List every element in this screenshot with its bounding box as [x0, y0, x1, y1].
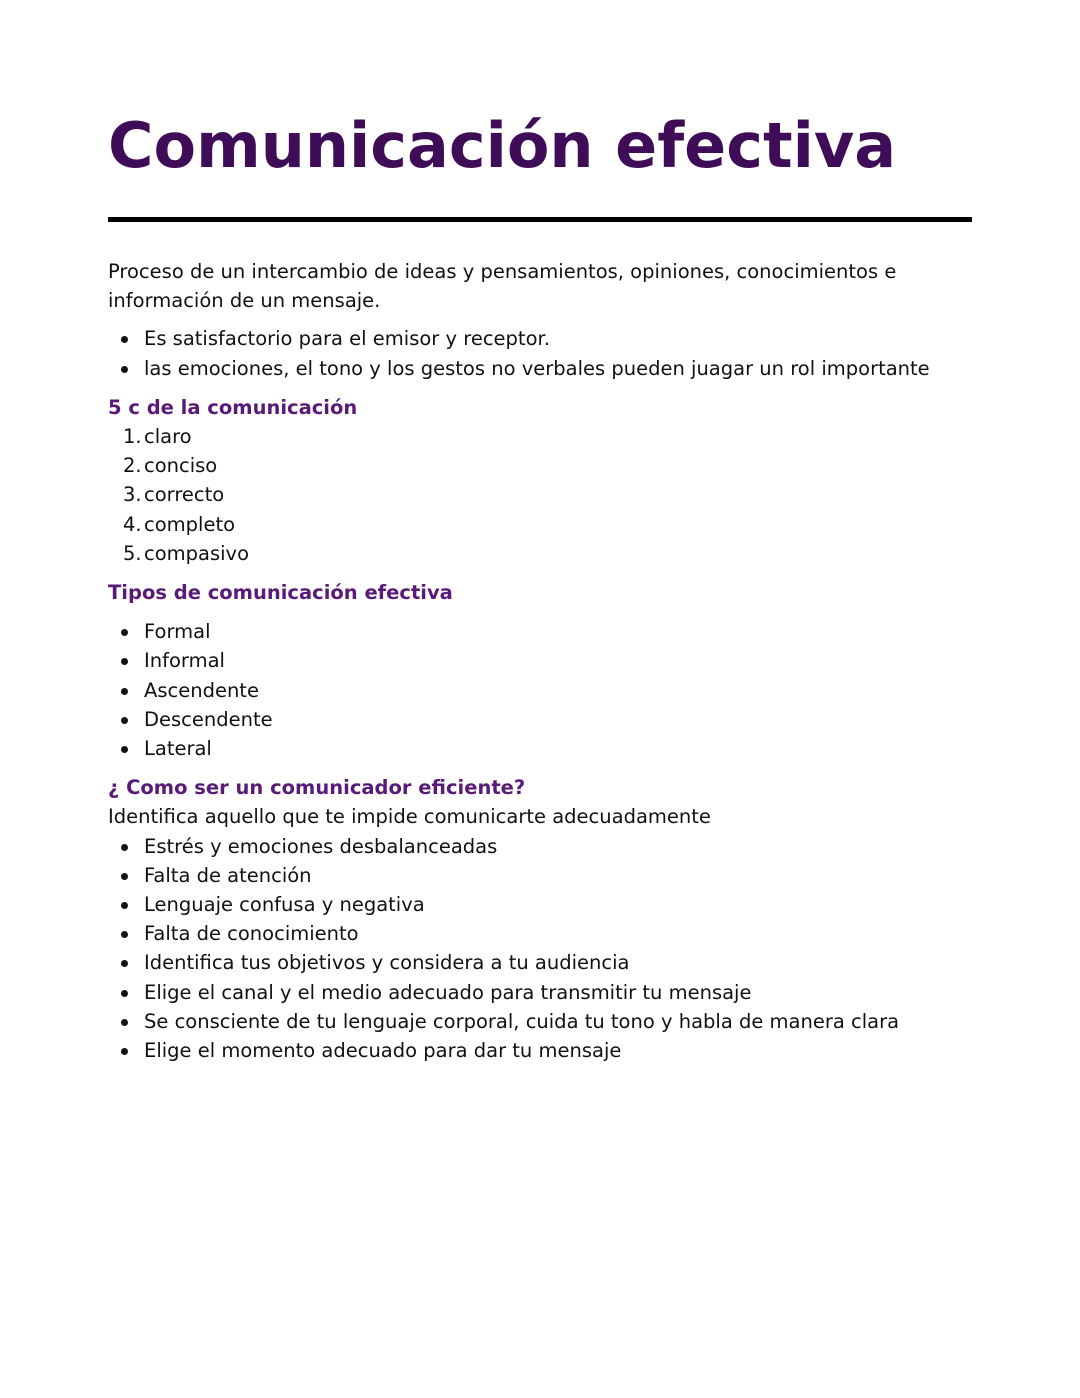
bullet-icon	[121, 902, 128, 909]
five-c-numbered-list	[108, 422, 972, 568]
list-item	[108, 890, 972, 919]
list-item	[108, 617, 972, 646]
list-item-text: completo	[144, 512, 236, 536]
list-number: 1.	[123, 425, 142, 449]
title-divider	[108, 217, 972, 222]
list-item	[108, 510, 972, 539]
section-subtitle: Identifica aquello que te impide comunicarte adecuadamente	[108, 805, 711, 829]
list-item-text: claro	[144, 425, 192, 449]
list-item	[108, 676, 972, 705]
types-bullet-list	[108, 617, 972, 763]
section-heading-efficient: ¿ Como ser un comunicador eficiente?	[108, 776, 526, 800]
bullet-icon	[121, 844, 128, 851]
list-item-text: conciso	[144, 454, 218, 478]
list-item-text: Lenguaje confusa y negativa	[144, 893, 425, 917]
list-item	[108, 919, 972, 948]
list-item	[108, 451, 972, 480]
list-item-text: Lateral	[144, 737, 212, 761]
list-item	[108, 324, 972, 353]
list-item	[108, 705, 972, 734]
intro-paragraph: Proceso de un intercambio de ideas y pensamientos, opiniones, conocimientos e información de un mensaje.	[108, 260, 897, 313]
efficient-bullet-list	[108, 832, 972, 1066]
list-item	[108, 354, 972, 383]
list-item-text: correcto	[144, 483, 225, 507]
document-title: Comunicación efectiva	[108, 109, 897, 182]
list-item	[108, 978, 972, 1007]
section-heading-5c: 5 c de la comunicación	[108, 395, 358, 419]
bullet-icon	[121, 931, 128, 938]
intro-bullet-list	[108, 324, 972, 382]
list-item-text: Es satisfactorio para el emisor y receptor.	[144, 327, 550, 351]
list-item-text: compasivo	[144, 541, 250, 565]
list-number: 2.	[123, 454, 142, 478]
list-number: 5.	[123, 541, 142, 565]
list-item-text: Falta de atención	[144, 863, 312, 887]
list-item	[108, 1036, 972, 1065]
bullet-icon	[121, 990, 128, 997]
bullet-icon	[121, 688, 128, 695]
bullet-icon	[121, 658, 128, 665]
bullet-icon	[121, 717, 128, 724]
list-item	[108, 1007, 972, 1036]
list-item-text: Ascendente	[144, 678, 259, 702]
list-item-text: Informal	[144, 649, 225, 673]
bullet-icon	[121, 366, 128, 373]
list-item-text: Formal	[144, 620, 211, 644]
list-item-text: Elige el momento adecuado para dar tu mensaje	[144, 1039, 622, 1063]
list-item	[108, 861, 972, 890]
list-item	[108, 948, 972, 977]
list-item	[108, 539, 972, 568]
list-item-text: Elige el canal y el medio adecuado para transmitir tu mensaje	[144, 980, 752, 1004]
bullet-icon	[121, 336, 128, 343]
list-item	[108, 646, 972, 675]
bullet-icon	[121, 1019, 128, 1026]
section-heading-types: Tipos de comunicación efectiva	[108, 581, 453, 605]
list-item-text: Falta de conocimiento	[144, 922, 359, 946]
list-item-text: Se consciente de tu lenguaje corporal, cuida tu tono y habla de manera clara	[144, 1009, 900, 1033]
list-number: 3.	[123, 483, 142, 507]
list-item-text: Identifica tus objetivos y considera a tu audiencia	[144, 951, 630, 975]
list-item-text: Descendente	[144, 707, 273, 731]
bullet-icon	[121, 629, 128, 636]
bullet-icon	[121, 960, 128, 967]
list-item	[108, 832, 972, 861]
list-item	[108, 734, 972, 763]
bullet-icon	[121, 873, 128, 880]
list-number: 4.	[123, 512, 142, 536]
list-item	[108, 422, 972, 451]
list-item-text: Estrés y emociones desbalanceadas	[144, 834, 498, 858]
document-body	[108, 257, 972, 1065]
bullet-icon	[121, 746, 128, 753]
list-item-text: las emociones, el tono y los gestos no verbales pueden juagar un rol importante	[144, 356, 930, 380]
bullet-icon	[121, 1048, 128, 1055]
list-item	[108, 480, 972, 509]
